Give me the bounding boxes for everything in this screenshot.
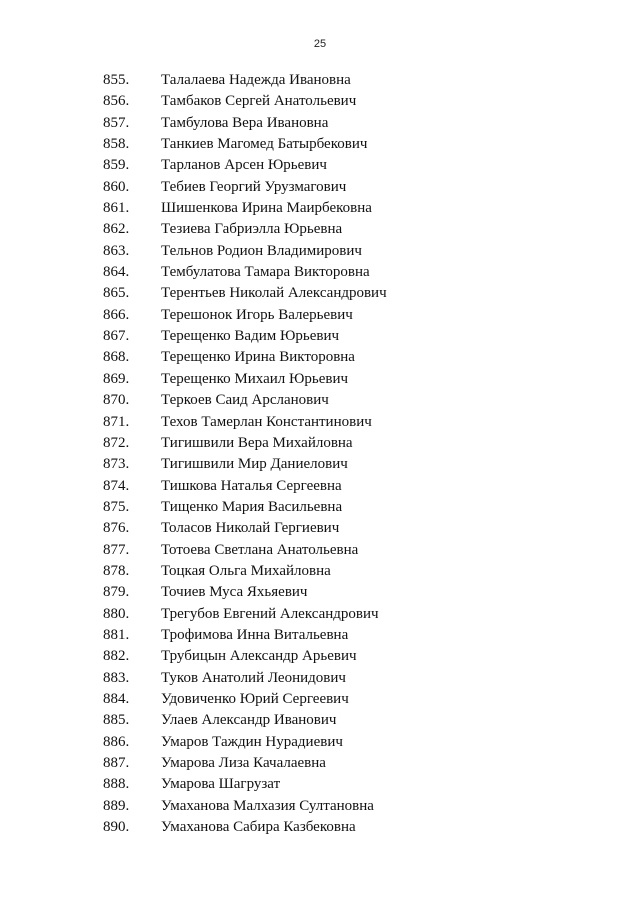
entry-name: Умаханова Сабира Казбековна <box>161 819 356 836</box>
entry-name: Терещенко Ирина Викторовна <box>161 349 355 366</box>
entry-number: 885. <box>103 712 130 729</box>
entry-name: Толасов Николай Гергиевич <box>161 520 340 537</box>
entry-number: 872. <box>103 434 130 451</box>
entry-number: 866. <box>103 306 130 323</box>
list-item <box>103 412 563 433</box>
entry-name: Тельнов Родион Владимирович <box>161 242 362 259</box>
entry-number: 876. <box>103 520 130 537</box>
entry-number: 880. <box>103 605 130 622</box>
list-item <box>103 732 563 753</box>
entry-name: Тамбаков Сергей Анатольевич <box>161 93 357 110</box>
entry-name: Техов Тамерлан Константинович <box>161 413 372 430</box>
list-item <box>103 198 563 219</box>
name-list <box>103 70 563 838</box>
entry-name: Тищенко Мария Васильевна <box>161 498 343 515</box>
entry-name: Туков Анатолий Леонидович <box>161 669 346 686</box>
entry-number: 870. <box>103 392 130 409</box>
entry-number: 881. <box>103 626 130 643</box>
entry-number: 874. <box>103 477 130 494</box>
entry-name: Танкиев Магомед Батырбекович <box>161 136 368 153</box>
entry-number: 871. <box>103 413 130 430</box>
list-item <box>103 476 563 497</box>
entry-name: Тигишвили Мир Даниелович <box>161 456 348 473</box>
entry-name: Тоцкая Ольга Михайловна <box>161 562 331 579</box>
entry-name: Терещенко Вадим Юрьевич <box>161 328 340 345</box>
entry-name: Тотоева Светлана Анатольевна <box>161 541 359 558</box>
entry-name: Удовиченко Юрий Сергеевич <box>161 690 349 707</box>
entry-number: 864. <box>103 264 130 281</box>
entry-number: 875. <box>103 498 130 515</box>
entry-number: 858. <box>103 136 130 153</box>
entry-name: Трегубов Евгений Александрович <box>161 605 379 622</box>
entry-number: 883. <box>103 669 130 686</box>
entry-number: 863. <box>103 242 130 259</box>
entry-number: 873. <box>103 456 130 473</box>
entry-number: 860. <box>103 178 130 195</box>
page-number: 25 <box>313 38 327 50</box>
list-item <box>103 113 563 134</box>
list-item <box>103 604 563 625</box>
entry-number: 887. <box>103 755 130 771</box>
list-item <box>103 262 563 283</box>
entry-name: Тамбулова Вера Ивановна <box>161 114 329 131</box>
entry-name: Трубицын Александр Арьевич <box>161 648 357 665</box>
list-item <box>103 241 563 262</box>
list-item <box>103 753 563 774</box>
list-item <box>103 646 563 667</box>
entry-number: 879. <box>103 584 130 601</box>
list-item <box>103 710 563 731</box>
list-item <box>103 134 563 155</box>
entry-name: Тишкова Наталья Сергеевна <box>161 477 342 494</box>
entry-number: 862. <box>103 221 130 238</box>
list-item <box>103 689 563 710</box>
list-item <box>103 497 563 518</box>
entry-number: 867. <box>103 328 130 345</box>
entry-number: 868. <box>103 349 130 366</box>
list-item <box>103 326 563 347</box>
list-item <box>103 219 563 240</box>
entry-number: 855. <box>103 72 130 88</box>
list-item <box>103 561 563 582</box>
entry-number: 882. <box>103 648 130 665</box>
entry-number: 856. <box>103 93 130 110</box>
entry-name: Терентьев Николай Александрович <box>161 285 387 302</box>
list-item <box>103 155 563 176</box>
list-item <box>103 817 563 838</box>
entry-number: 877. <box>103 541 130 558</box>
entry-number: 888. <box>103 776 130 793</box>
list-item <box>103 796 563 817</box>
entry-number: 857. <box>103 114 130 131</box>
list-item <box>103 91 563 112</box>
entry-name: Тарланов Арсен Юрьевич <box>161 157 327 174</box>
list-item <box>103 177 563 198</box>
entry-name: Трофимова Инна Витальевна <box>161 626 349 643</box>
entry-name: Тигишвили Вера Михайловна <box>161 434 353 451</box>
entry-number: 859. <box>103 157 130 174</box>
entry-number: 890. <box>103 819 130 836</box>
entry-name: Тебиев Георгий Урузмагович <box>161 178 347 195</box>
list-item <box>103 390 563 411</box>
list-item <box>103 347 563 368</box>
entry-number: 869. <box>103 370 130 387</box>
list-item <box>103 305 563 326</box>
entry-name: Умаханова Малхазия Султановна <box>161 797 374 814</box>
entry-name: Теркоев Саид Арсланович <box>161 392 329 409</box>
entry-name: Талалаева Надежда Ивановна <box>161 72 351 88</box>
entry-name: Улаев Александр Иванович <box>161 712 337 729</box>
entry-name: Терешонок Игорь Валерьевич <box>161 306 353 323</box>
list-item <box>103 540 563 561</box>
entry-name: Терещенко Михаил Юрьевич <box>161 370 349 387</box>
entry-name: Точиев Муса Яхьяевич <box>161 584 308 601</box>
entry-number: 889. <box>103 797 130 814</box>
list-item <box>103 454 563 475</box>
entry-name: Умарова Лиза Качалаевна <box>161 755 326 771</box>
list-item <box>103 625 563 646</box>
list-item <box>103 582 563 603</box>
entry-number: 884. <box>103 690 130 707</box>
entry-number: 865. <box>103 285 130 302</box>
list-item <box>103 774 563 795</box>
entry-number: 861. <box>103 200 130 217</box>
entry-number: 878. <box>103 562 130 579</box>
list-item <box>103 518 563 539</box>
entry-name: Умарова Шагрузат <box>161 776 281 793</box>
list-item <box>103 668 563 689</box>
entry-name: Тембулатова Тамара Викторовна <box>161 264 370 281</box>
entry-name: Тезиева Габриэлла Юрьевна <box>161 221 343 238</box>
list-item <box>103 283 563 304</box>
entry-name: Умаров Таждин Нурадиевич <box>161 733 343 750</box>
entry-number: 886. <box>103 733 130 750</box>
list-item <box>103 70 563 91</box>
entry-name: Шишенкова Ирина Маирбековна <box>161 200 372 217</box>
list-item <box>103 369 563 390</box>
list-item <box>103 433 563 454</box>
